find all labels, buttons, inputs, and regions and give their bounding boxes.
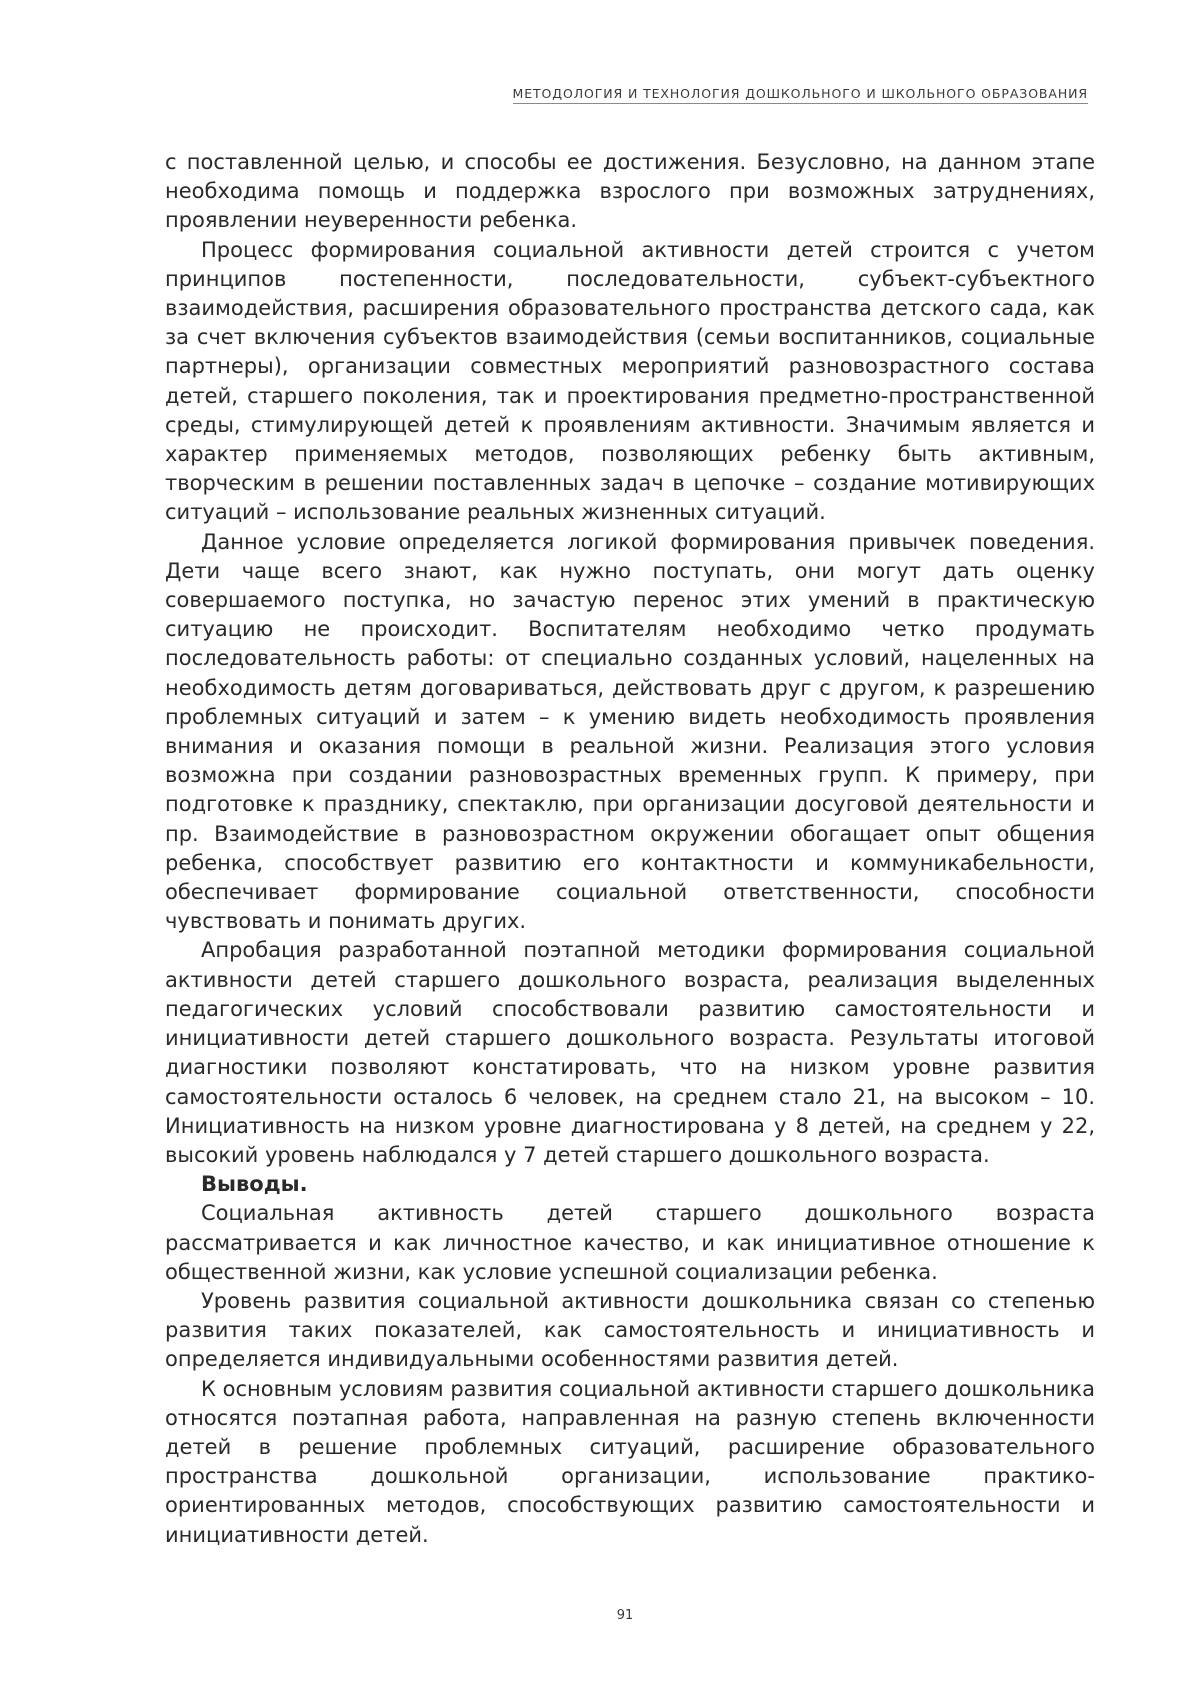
paragraph-approbation-results: Апробация разработанной поэтапной методики формирования социальной активности детей старшего дошкольного возраста, реализация выделенных педагогических условий способствовали развитию самостоятельности и инициативности детей старшего дошкольного возраста. Результаты итоговой диагностики позволяют констатировать, что на низком уровне развития самостоятельности осталось 6 человек, на среднем стало 21, на высоком – 10. Инициативность на низком уровне диагностирована у 8 детей, на среднем у 22, высокий уровень наблюдался у 7 детей старшего дошкольного возраста. [165, 938, 1095, 1167]
conclusion-paragraph-2: Уровень развития социальной активности дошкольника связан со степенью развития таких показателей, как самостоятельность и инициативность и определяется индивидуальными особенностями развития детей. [165, 1288, 1095, 1372]
paragraph-formation-process: Процесс формирования социальной активности детей строится с учетом принципов постепенности, последовательности, субъект-субъектного взаимодействия, расширения образовательного пространства детского сада, как за счет включения субъектов взаимодействия (семьи воспитанников, социальные партнеры), организации совместных мероприятий разновозрастного состава детей, старшего поколения, так и проектирования предметно-пространственной среды, стимулирующей детей к проявлениям активности. Значимым является и характер применяемых методов, позволяющих ребенку быть активным, творческим в решении поставленных задач в цепочке – создание мотивирующих ситуаций – использование реальных жизненных ситуаций. [165, 237, 1095, 525]
paragraph-condition-logic: Данное условие определяется логикой формирования привычек поведения. Дети чаще всего знают, как нужно поступать, они могут дать оценку совершаемого поступка, но зачастую перенос этих умений в практическую ситуацию не происходит. Воспитателям необходимо четко продумать последовательность работы: от специально созданных условий, нацеленных на необходимость детям договариваться, действовать друг с другом, к разрешению проблемных ситуаций и затем – к умению видеть необходимость проявления внимания и оказания помощи в реальной жизни. Реализация этого условия возможна при создании разновозрастных временных групп. К примеру, при подготовке к празднику, спектаклю, при организации досуговой деятельности и пр. Взаимодействие в разновозрастном окружении обогащает опыт общения ребенка, способствует развитию его контактности и коммуникабельности, обеспечивает формирование социальной ответственности, способности чувствовать и понимать других. [165, 529, 1095, 934]
article-body [165, 148, 1095, 1550]
conclusion-paragraph-1: Социальная активность детей старшего дошкольного возраста рассматривается и как личностное качество, и как инициативное отношение к общественной жизни, как условие успешной социализации ребенка. [165, 1201, 1095, 1284]
paragraph-continuation: с поставленной целью, и способы ее достижения. Безусловно, на данном этапе необходима помощь и поддержка взрослого при возможных затруднениях, проявлении неуверенности ребенка. [165, 150, 1095, 233]
page-number: 91 [616, 1608, 634, 1623]
conclusions-heading: Выводы. [201, 1172, 308, 1197]
conclusion-paragraph-3: К основным условиям развития социальной активности старшего дошкольника относятся поэтапная работа, направленная на разную степень включенности детей в решение проблемных ситуаций, расширение образовательного пространства дошкольной организации, использование практико-ориентированных методов, способствующих развитию самостоятельности и инициативности детей. [165, 1376, 1095, 1547]
running-header: МЕТОДОЛОГИЯ И ТЕХНОЛОГИЯ ДОШКОЛЬНОГО И ШКОЛЬНОГО ОБРАЗОВАНИЯ [513, 86, 1088, 104]
